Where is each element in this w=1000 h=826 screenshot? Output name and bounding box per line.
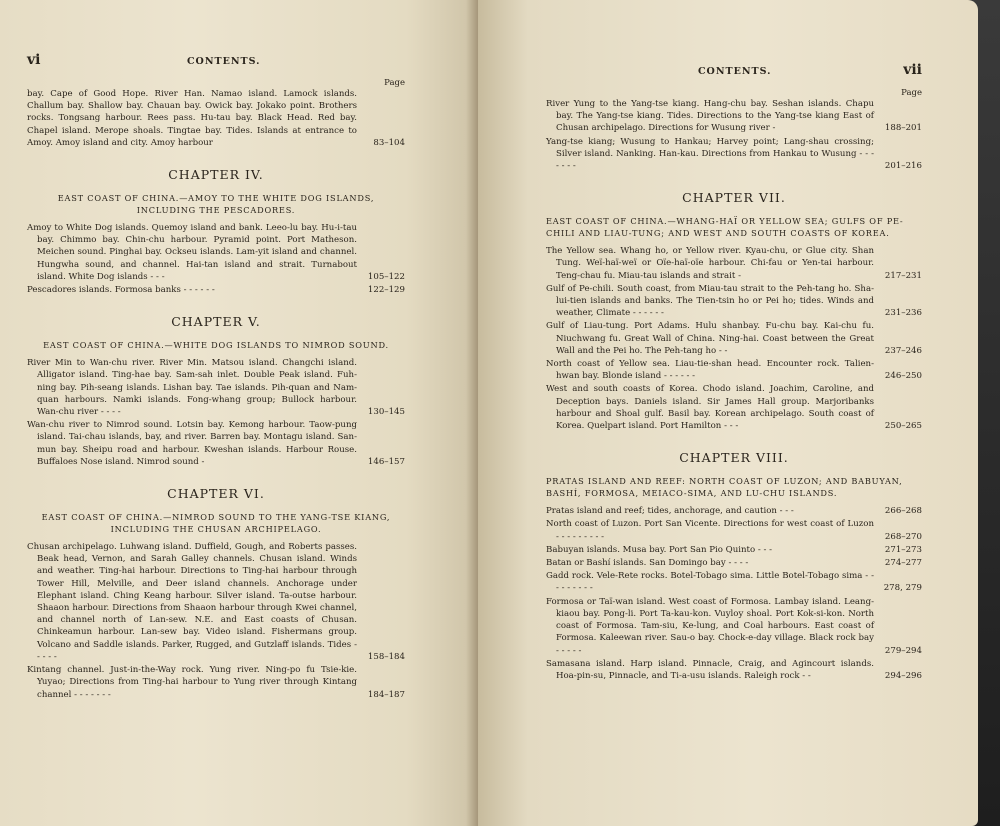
right-page (478, 0, 978, 826)
toc-entry (546, 505, 922, 517)
left-page-label: Page (384, 78, 405, 88)
toc-entry (546, 596, 922, 657)
chapter-subtitle: EAST COAST OF CHINA.—WHANG-HAÏ OR YELLOW SEA; GULFS OF PE-CHILI AND LIAU-TUNG; AND WEST AND SOUTH COASTS OF KOREA. (546, 216, 904, 239)
entry-pages: 188–201 (884, 123, 922, 134)
entry-pages: 271–273 (884, 544, 922, 555)
chapter-subtitle: PRATAS ISLAND AND REEF: NORTH COAST OF LUZON; AND BABUYAN, BASHÍ, FORMOSA, MEIACO-SIMA, AND LU-CHU ISLANDS. (546, 476, 903, 499)
toc-entry (27, 419, 405, 468)
toc-entry (546, 544, 922, 556)
chapter-title: CHAPTER IV. (168, 167, 264, 183)
entry-pages: 146–157 (367, 456, 405, 467)
toc-entry (546, 245, 922, 282)
entry-text: River Min to Wan-chu river. River Min. Matsou island. Changchi island. Alligator island. Ting-hae bay. Sam-sah inlet. Double Peak island. Fuh-ning bay. Pih-seang islands. Lishan bay. Tae islands. Pih-quan and Nam-quan harbours. Namki islands. Fong-whang group; Bullock harbour. Wan-chu river - - - - (27, 358, 357, 418)
toc-entry (546, 136, 922, 173)
entry-text: Babuyan islands. Musa bay. Port San Pio Quinto - - - (546, 544, 773, 555)
entry-text: Formosa or Taï-wan island. West coast of Formosa. Lambay island. Leang-kiaou bay. Pong-li. Port Ta-kau-kon. Vuyloy shoal. Port Kok-si-kon. North coast of Formosa. Tam-siu, Ke-lung, and Coal harbours. East coast of Formosa. Kaleewan river. Sau-o bay. Chock-e-day village. Black rock bay - - - - - (546, 596, 874, 656)
entry-text: Kintang channel. Just-in-the-Way rock. Yung river. Ning-po fu Tsie-kie. Yuyao; Directions from Ting-hai harbour to Yung river through Kintang channel - - - - - - - (27, 665, 357, 700)
entry-pages: 83–104 (373, 137, 405, 148)
left-page (0, 0, 478, 826)
entry-pages: 278, 279 (883, 583, 922, 594)
entry-text: North coast of Yellow sea. Liau-tie-shan head. Encounter rock. Talien-hwan bay. Blonde island - - - - - - (546, 359, 874, 382)
right-page-label: Page (901, 88, 922, 98)
entry-pages: 201–216 (884, 161, 922, 172)
toc-entry (546, 320, 922, 357)
entry-text: Batan or Bashí islands. San Domingo bay - - - - (546, 558, 749, 569)
chapter-title: CHAPTER V. (171, 314, 261, 330)
entry-text: Amoy to White Dog islands. Quemoy island and bank. Leeo-lu bay. Hu-i-tau bay. Chimmo bay. Chin-chu harbour. Pyramid point. Port Matheson. Meichen sound. Pinghai bay. Ockseu islands. Lam-yit island and channel. Hungwha sound, and channel. Hai-tan island and strait. Turnabout island. White Dog islands - - - (27, 223, 357, 282)
chapter-subtitle: EAST COAST OF CHINA.—WHITE DOG ISLANDS TO NIMROD SOUND. (43, 340, 389, 351)
entry-pages: 158–184 (367, 651, 405, 662)
entry-text: Yang-tse kiang; Wusung to Hankau; Harvey point; Lang-shau crossing; Silver island. Nanking. Han-kau. Directions from Hankau to Wusung - - - - - - - (546, 136, 874, 172)
toc-entry (546, 383, 922, 432)
left-page-content (27, 52, 405, 702)
entry-pages: 130–145 (367, 407, 405, 418)
entry-text: The Yellow sea. Whang ho, or Yellow river. Kyau-chu, or Glue city. Shan Tung. Weï-haï-weï or Oïe-haï-oïe harbour. Chi-fau or Yen-tai harbour. Teng-chau fu. Miau-tau islands and strait - (546, 246, 874, 281)
entry-text: Wan-chu river to Nimrod sound. Lotsin bay. Kemong harbour. Taow-pung island. Tai-chau islands, bay, and river. Barren bay. Montagu island. San-mun bay. Sheipu road and harbour. Kweshan islands. Harbour Rouse. Buffaloes Nose island. Nimrod sound - (27, 420, 357, 467)
entry-pages: 266–268 (884, 506, 922, 517)
entry-pages: 231–236 (884, 308, 922, 319)
entry-text: Chusan archipelago. Luhwang island. Duffield, Gough, and Roberts passes. Beak head, Vernon, and Sarah Galley channels. Chusan island. Winds and weather. Ting-hai harbour. Directions to Ting-hai harbour through Tower Hill, Melville, and Deer island channels. Anchorage under Elephant island. Ching Keang harbour. Silver island. Ta-outse harbour. Shaaon harbour. Directions from Shaaon harbour through Kwei channel, and channel north of Lan-sew. N.E. and East coasts of Chusan. Chinkeamun harbour. Lan-sew bay. Video island. Fishermans group. Volcano and Saddle islands. Parker, Rugged, and Gutzlaff islands. Tides - - - - - (27, 542, 357, 662)
entry-pages: 274–277 (884, 558, 922, 569)
right-page-running-title: CONTENTS. (698, 66, 772, 77)
toc-entry (27, 357, 405, 418)
entry-text: Gulf of Pe-chili. South coast, from Miau-tau strait to the Peh-tang ho. Sha-lui-tien islands and banks. The Tien-tsin ho or Pei ho; tides. Winds and weather, Climate - - - - - - (546, 283, 874, 319)
toc-entry (546, 358, 922, 382)
chapter-title: CHAPTER VI. (167, 486, 265, 502)
right-page-number: vii (903, 62, 922, 78)
entry-text: North coast of Luzon. Port San Vicente. Directions for west coast of Luzon - - - - - - - - - (546, 519, 874, 542)
toc-entry (27, 284, 405, 296)
toc-entry (27, 541, 405, 663)
chapter-subtitle: EAST COAST OF CHINA.—NIMROD SOUND TO THE YANG-TSE KIANG, INCLUDING THE CHUSAN ARCHIPELAGO. (41, 512, 391, 535)
toc-entry (546, 658, 922, 682)
left-page-number: vi (27, 52, 41, 68)
entry-text: West and south coasts of Korea. Chodo island. Joachim, Caroline, and Deception bays. Daniels island. Sir James Hall group. Marjoribanks harbour and Shoal gulf. Basil bay. Korean archipelago. South coast of Korea. Quelpart island. Port Hamilton - - - (546, 384, 874, 432)
left-page-header (27, 52, 405, 80)
entry-pages: 105–122 (367, 271, 405, 282)
entry-pages: 184–187 (367, 689, 405, 700)
right-page-header (546, 62, 922, 90)
entry-text: Gadd rock. Vele-Rete rocks. Botel-Tobago sima. Little Botel-Tobago sima - - - - - - - - - (546, 571, 874, 594)
entry-text: Gulf of Liau-tung. Port Adams. Hulu shanbay. Fu-chu bay. Kai-chu fu. Niuchwang fu. Great Wall of China. Ning-hai. Coast between the Great Wall and the Pei ho. The Peh-tang ho - - (546, 321, 874, 356)
entry-pages: 217–231 (884, 270, 922, 281)
toc-entry (546, 518, 922, 542)
entry-pages: 237–246 (884, 345, 922, 356)
entry-text: Pratas island and reef; tides, anchorage, and caution - - - (546, 506, 794, 517)
chapter-title: CHAPTER VII. (682, 190, 786, 206)
toc-entry (546, 98, 922, 135)
entry-pages: 268–270 (884, 531, 922, 542)
entry-text: bay. Cape of Good Hope. River Han. Namao island. Lamock islands. Challum bay. Shallow bay. Chauan bay. Owick bay. Jokako point. Brothers rocks. Tongsang harbour. Rees pass. Hu-tau bay. Black Head. Red bay. Chapel island. Merope shoals. Tingtae bay. Tides. Islands at entrance to Amoy. Amoy island and city. Amoy harbour (27, 89, 357, 148)
chapter-title: CHAPTER VIII. (679, 450, 789, 466)
toc-entry (27, 222, 405, 283)
toc-entry (546, 557, 922, 569)
entry-pages: 250–265 (884, 421, 922, 432)
entry-text: Pescadores islands. Formosa banks - - - - - - (27, 285, 215, 296)
left-intro-entry (27, 88, 405, 149)
chapter-subtitle: EAST COAST OF CHINA.—AMOY TO THE WHITE DOG ISLANDS, INCLUDING THE PESCADORES. (57, 193, 375, 216)
entry-text: River Yung to the Yang-tse kiang. Hang-chu bay. Seshan islands. Chapu bay. The Yang-tse kiang. Tides. Directions to the Yang-tse kiang East of Chusan archipelago. Directions for Wusung river - (546, 99, 874, 134)
entry-text: Samasana island. Harp island. Pinnacle, Craig, and Agincourt islands. Hoa-pin-su, Pinnacle, and Ti-a-usu islands. Raleigh rock - - (546, 658, 874, 681)
entry-pages: 246–250 (884, 371, 922, 382)
entry-pages: 122–129 (367, 285, 405, 296)
left-page-running-title: CONTENTS. (187, 56, 261, 67)
entry-pages: 279–294 (884, 645, 922, 656)
toc-entry (546, 283, 922, 320)
toc-entry (27, 664, 405, 701)
entry-pages: 294–296 (884, 670, 922, 681)
toc-entry (546, 570, 922, 594)
right-page-content (546, 62, 922, 683)
